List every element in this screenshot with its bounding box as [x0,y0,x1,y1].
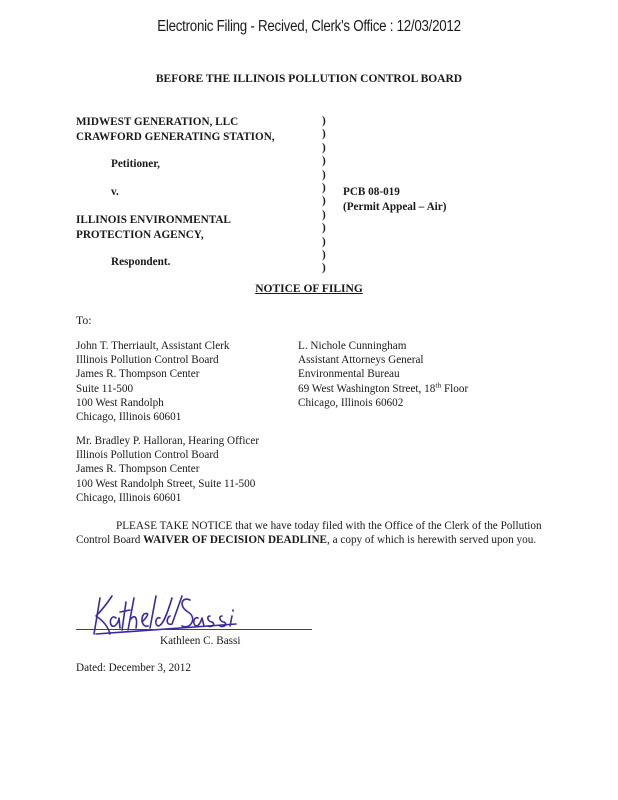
case-number: PCB 08-019 [343,186,400,198]
address-line: 100 West Randolph Street, Suite 11-500 [76,477,256,490]
address-line: James R. Thompson Center [76,463,200,476]
address-line: L. Nichole Cunningham [298,340,407,352]
address-line: Illinois Pollution Control Board [76,354,219,367]
notice-title: NOTICE OF FILING [255,283,363,295]
versus-label: v. [111,186,119,198]
case-type: (Permit Appeal – Air) [343,200,447,213]
address-line: Mr. Bradley P. Halloran, Hearing Officer [76,435,260,447]
recipient-hearing-officer [76,434,259,505]
signer-name: Kathleen C. Bassi [160,635,241,647]
address-line: Chicago, Illinois 60602 [298,396,404,409]
address-line-street: 69 West Washington Street, 18th Floor [298,379,469,395]
to-label: To: [76,313,92,327]
address-line: Environmental Bureau [298,368,400,381]
respondent-line2: PROTECTION AGENCY, [76,228,204,241]
board-header: BEFORE THE ILLINOIS POLLUTION CONTROL BOARD [155,73,463,85]
respondent-line1: ILLINOIS ENVIRONMENTAL [76,214,231,226]
recipient-clerk [76,339,230,424]
petitioner-line1: MIDWEST GENERATION, LLC [76,116,239,128]
efiling-stamp: Electronic Filing - Recived, Clerk's Office : 12/03/2012 [157,18,461,35]
address-line: Chicago, Illinois 60601 [76,491,182,504]
address-line: 100 West Randolph [76,396,164,409]
address-line: Chicago, Illinois 60601 [76,411,182,424]
petitioner-role: Petitioner, [111,158,160,170]
recipient-attorney [298,339,468,410]
address-line: Illinois Pollution Control Board [76,449,219,462]
address-line: John T. Therriault, Assistant Clerk [76,340,230,352]
respondent-name [76,213,231,242]
notice-body-paragraph: PLEASE TAKE NOTICE that we have today filed with the Office of the Clerk of the Pollution Control Board WAIVER OF DECISION DEADLINE, a copy of which is herewith served upon you. [76,520,542,547]
respondent-role: Respondent. [111,256,171,268]
address-line: Assistant Attorneys General [298,354,424,367]
signature-line [76,629,312,630]
address-line: Suite 11-500 [76,382,134,395]
case-info [343,185,446,214]
address-line: James R. Thompson Center [76,368,200,381]
petitioner-name [76,115,275,144]
caption-parentheses: ) ) ) ) ) ) ) ) ) ) ) ) [322,115,326,275]
dated-line: Dated: December 3, 2012 [76,662,191,674]
petitioner-line2: CRAWFORD GENERATING STATION, [76,130,275,143]
